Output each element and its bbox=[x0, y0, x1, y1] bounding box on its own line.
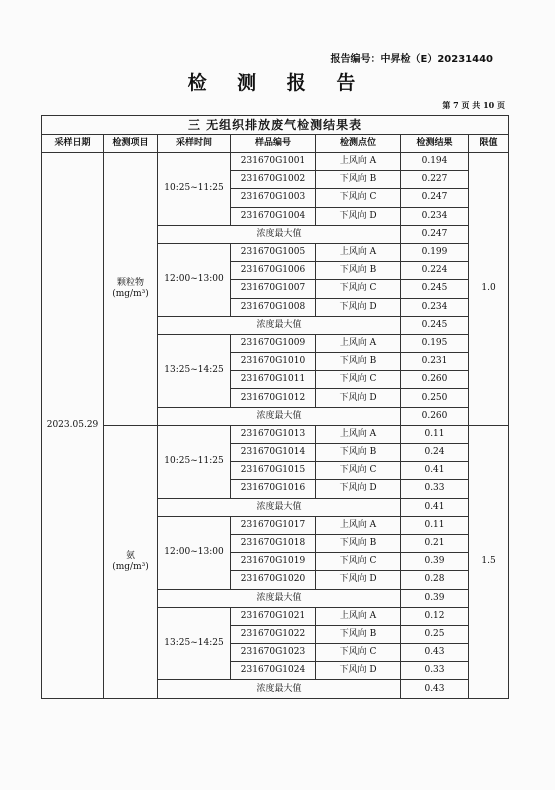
sampling-time: 13:25~14:25 bbox=[158, 607, 231, 680]
sampling-point: 下风向 D bbox=[316, 480, 401, 498]
column-header: 样品编号 bbox=[231, 135, 316, 153]
sample-id: 231670G1001 bbox=[231, 153, 316, 171]
test-result: 0.24 bbox=[401, 444, 469, 462]
max-label: 浓度最大值 bbox=[158, 225, 401, 243]
sampling-point: 上风向 A bbox=[316, 334, 401, 352]
test-result: 0.33 bbox=[401, 662, 469, 680]
test-item-name: 氨 bbox=[125, 550, 135, 561]
test-item-unit: (mg/m³) bbox=[112, 561, 149, 572]
sampling-point: 上风向 A bbox=[316, 516, 401, 534]
sample-id: 231670G1017 bbox=[231, 516, 316, 534]
sample-id: 231670G1023 bbox=[231, 644, 316, 662]
sample-id: 231670G1013 bbox=[231, 425, 316, 443]
sample-id: 231670G1021 bbox=[231, 607, 316, 625]
sample-id: 231670G1022 bbox=[231, 625, 316, 643]
max-value: 0.39 bbox=[401, 589, 469, 607]
sampling-point: 下风向 C bbox=[316, 189, 401, 207]
max-value: 0.43 bbox=[401, 680, 469, 698]
sampling-point: 下风向 B bbox=[316, 625, 401, 643]
sampling-time: 10:25~11:25 bbox=[158, 153, 231, 226]
test-result: 0.194 bbox=[401, 153, 469, 171]
sample-id: 231670G1010 bbox=[231, 353, 316, 371]
max-label: 浓度最大值 bbox=[158, 316, 401, 334]
sample-id: 231670G1008 bbox=[231, 298, 316, 316]
max-value: 0.245 bbox=[401, 316, 469, 334]
sample-id: 231670G1018 bbox=[231, 534, 316, 552]
test-result: 0.11 bbox=[401, 425, 469, 443]
column-header: 采样日期 bbox=[42, 135, 104, 153]
max-label: 浓度最大值 bbox=[158, 680, 401, 698]
sample-id: 231670G1024 bbox=[231, 662, 316, 680]
sample-id: 231670G1016 bbox=[231, 480, 316, 498]
sampling-time: 10:25~11:25 bbox=[158, 425, 231, 498]
test-item bbox=[104, 425, 158, 698]
table-title: 三 无组织排放废气检测结果表 bbox=[42, 116, 509, 135]
test-result: 0.195 bbox=[401, 334, 469, 352]
sample-id: 231670G1003 bbox=[231, 189, 316, 207]
sampling-point: 下风向 B bbox=[316, 444, 401, 462]
sample-id: 231670G1009 bbox=[231, 334, 316, 352]
max-label: 浓度最大值 bbox=[158, 589, 401, 607]
table-row bbox=[42, 425, 509, 443]
test-result: 0.234 bbox=[401, 207, 469, 225]
limit-value: 1.5 bbox=[469, 425, 509, 698]
test-result: 0.231 bbox=[401, 353, 469, 371]
column-header: 限值 bbox=[469, 135, 509, 153]
sampling-date: 2023.05.29 bbox=[42, 153, 104, 699]
test-result: 0.28 bbox=[401, 571, 469, 589]
sampling-point: 下风向 D bbox=[316, 298, 401, 316]
max-value: 0.41 bbox=[401, 498, 469, 516]
sample-id: 231670G1007 bbox=[231, 280, 316, 298]
limit-value: 1.0 bbox=[469, 153, 509, 426]
table-row bbox=[42, 153, 509, 171]
sample-id: 231670G1015 bbox=[231, 462, 316, 480]
max-value: 0.260 bbox=[401, 407, 469, 425]
column-header: 检测点位 bbox=[316, 135, 401, 153]
sampling-time: 12:00~13:00 bbox=[158, 516, 231, 589]
table-body bbox=[42, 153, 509, 699]
sampling-point: 下风向 B bbox=[316, 353, 401, 371]
sampling-point: 下风向 C bbox=[316, 553, 401, 571]
sampling-point: 下风向 C bbox=[316, 644, 401, 662]
test-result: 0.12 bbox=[401, 607, 469, 625]
sample-id: 231670G1006 bbox=[231, 262, 316, 280]
sampling-point: 下风向 B bbox=[316, 534, 401, 552]
stamp-mark bbox=[537, 330, 555, 420]
sample-id: 231670G1014 bbox=[231, 444, 316, 462]
results-table bbox=[41, 115, 509, 699]
test-result: 0.250 bbox=[401, 389, 469, 407]
sample-id: 231670G1012 bbox=[231, 389, 316, 407]
test-result: 0.25 bbox=[401, 625, 469, 643]
sampling-point: 下风向 D bbox=[316, 662, 401, 680]
sample-id: 231670G1005 bbox=[231, 243, 316, 261]
max-label: 浓度最大值 bbox=[158, 498, 401, 516]
sampling-point: 下风向 C bbox=[316, 280, 401, 298]
test-result: 0.33 bbox=[401, 480, 469, 498]
test-item bbox=[104, 153, 158, 426]
sample-id: 231670G1004 bbox=[231, 207, 316, 225]
column-header: 采样时间 bbox=[158, 135, 231, 153]
sample-id: 231670G1020 bbox=[231, 571, 316, 589]
sample-id: 231670G1002 bbox=[231, 171, 316, 189]
page-info: 第 7 页 共 10 页 bbox=[442, 100, 505, 110]
sample-id: 231670G1019 bbox=[231, 553, 316, 571]
test-result: 0.41 bbox=[401, 462, 469, 480]
test-result: 0.247 bbox=[401, 189, 469, 207]
sampling-point: 下风向 C bbox=[316, 462, 401, 480]
test-result: 0.224 bbox=[401, 262, 469, 280]
sampling-time: 12:00~13:00 bbox=[158, 243, 231, 316]
column-header: 检测结果 bbox=[401, 135, 469, 153]
test-result: 0.234 bbox=[401, 298, 469, 316]
sampling-point: 下风向 D bbox=[316, 207, 401, 225]
column-header: 检测项目 bbox=[104, 135, 158, 153]
table-header-row bbox=[42, 135, 509, 153]
sample-id: 231670G1011 bbox=[231, 371, 316, 389]
sampling-point: 上风向 A bbox=[316, 425, 401, 443]
sampling-point: 上风向 A bbox=[316, 243, 401, 261]
sampling-point: 下风向 C bbox=[316, 371, 401, 389]
test-result: 0.39 bbox=[401, 553, 469, 571]
test-item-unit: (mg/m³) bbox=[112, 288, 149, 299]
max-value: 0.247 bbox=[401, 225, 469, 243]
page-title: 检 测 报 告 bbox=[187, 72, 368, 94]
test-result: 0.21 bbox=[401, 534, 469, 552]
sampling-point: 下风向 D bbox=[316, 389, 401, 407]
sampling-time: 13:25~14:25 bbox=[158, 334, 231, 407]
sampling-point: 下风向 B bbox=[316, 262, 401, 280]
sampling-point: 下风向 B bbox=[316, 171, 401, 189]
max-label: 浓度最大值 bbox=[158, 407, 401, 425]
test-item-name: 颗粒物 bbox=[116, 277, 144, 288]
test-result: 0.11 bbox=[401, 516, 469, 534]
test-result: 0.227 bbox=[401, 171, 469, 189]
test-result: 0.43 bbox=[401, 644, 469, 662]
report-number: 报告编号：中昇检（E）20231440 bbox=[330, 54, 493, 65]
test-result: 0.199 bbox=[401, 243, 469, 261]
sampling-point: 上风向 A bbox=[316, 153, 401, 171]
test-result: 0.260 bbox=[401, 371, 469, 389]
sampling-point: 下风向 D bbox=[316, 571, 401, 589]
test-result: 0.245 bbox=[401, 280, 469, 298]
sampling-point: 上风向 A bbox=[316, 607, 401, 625]
